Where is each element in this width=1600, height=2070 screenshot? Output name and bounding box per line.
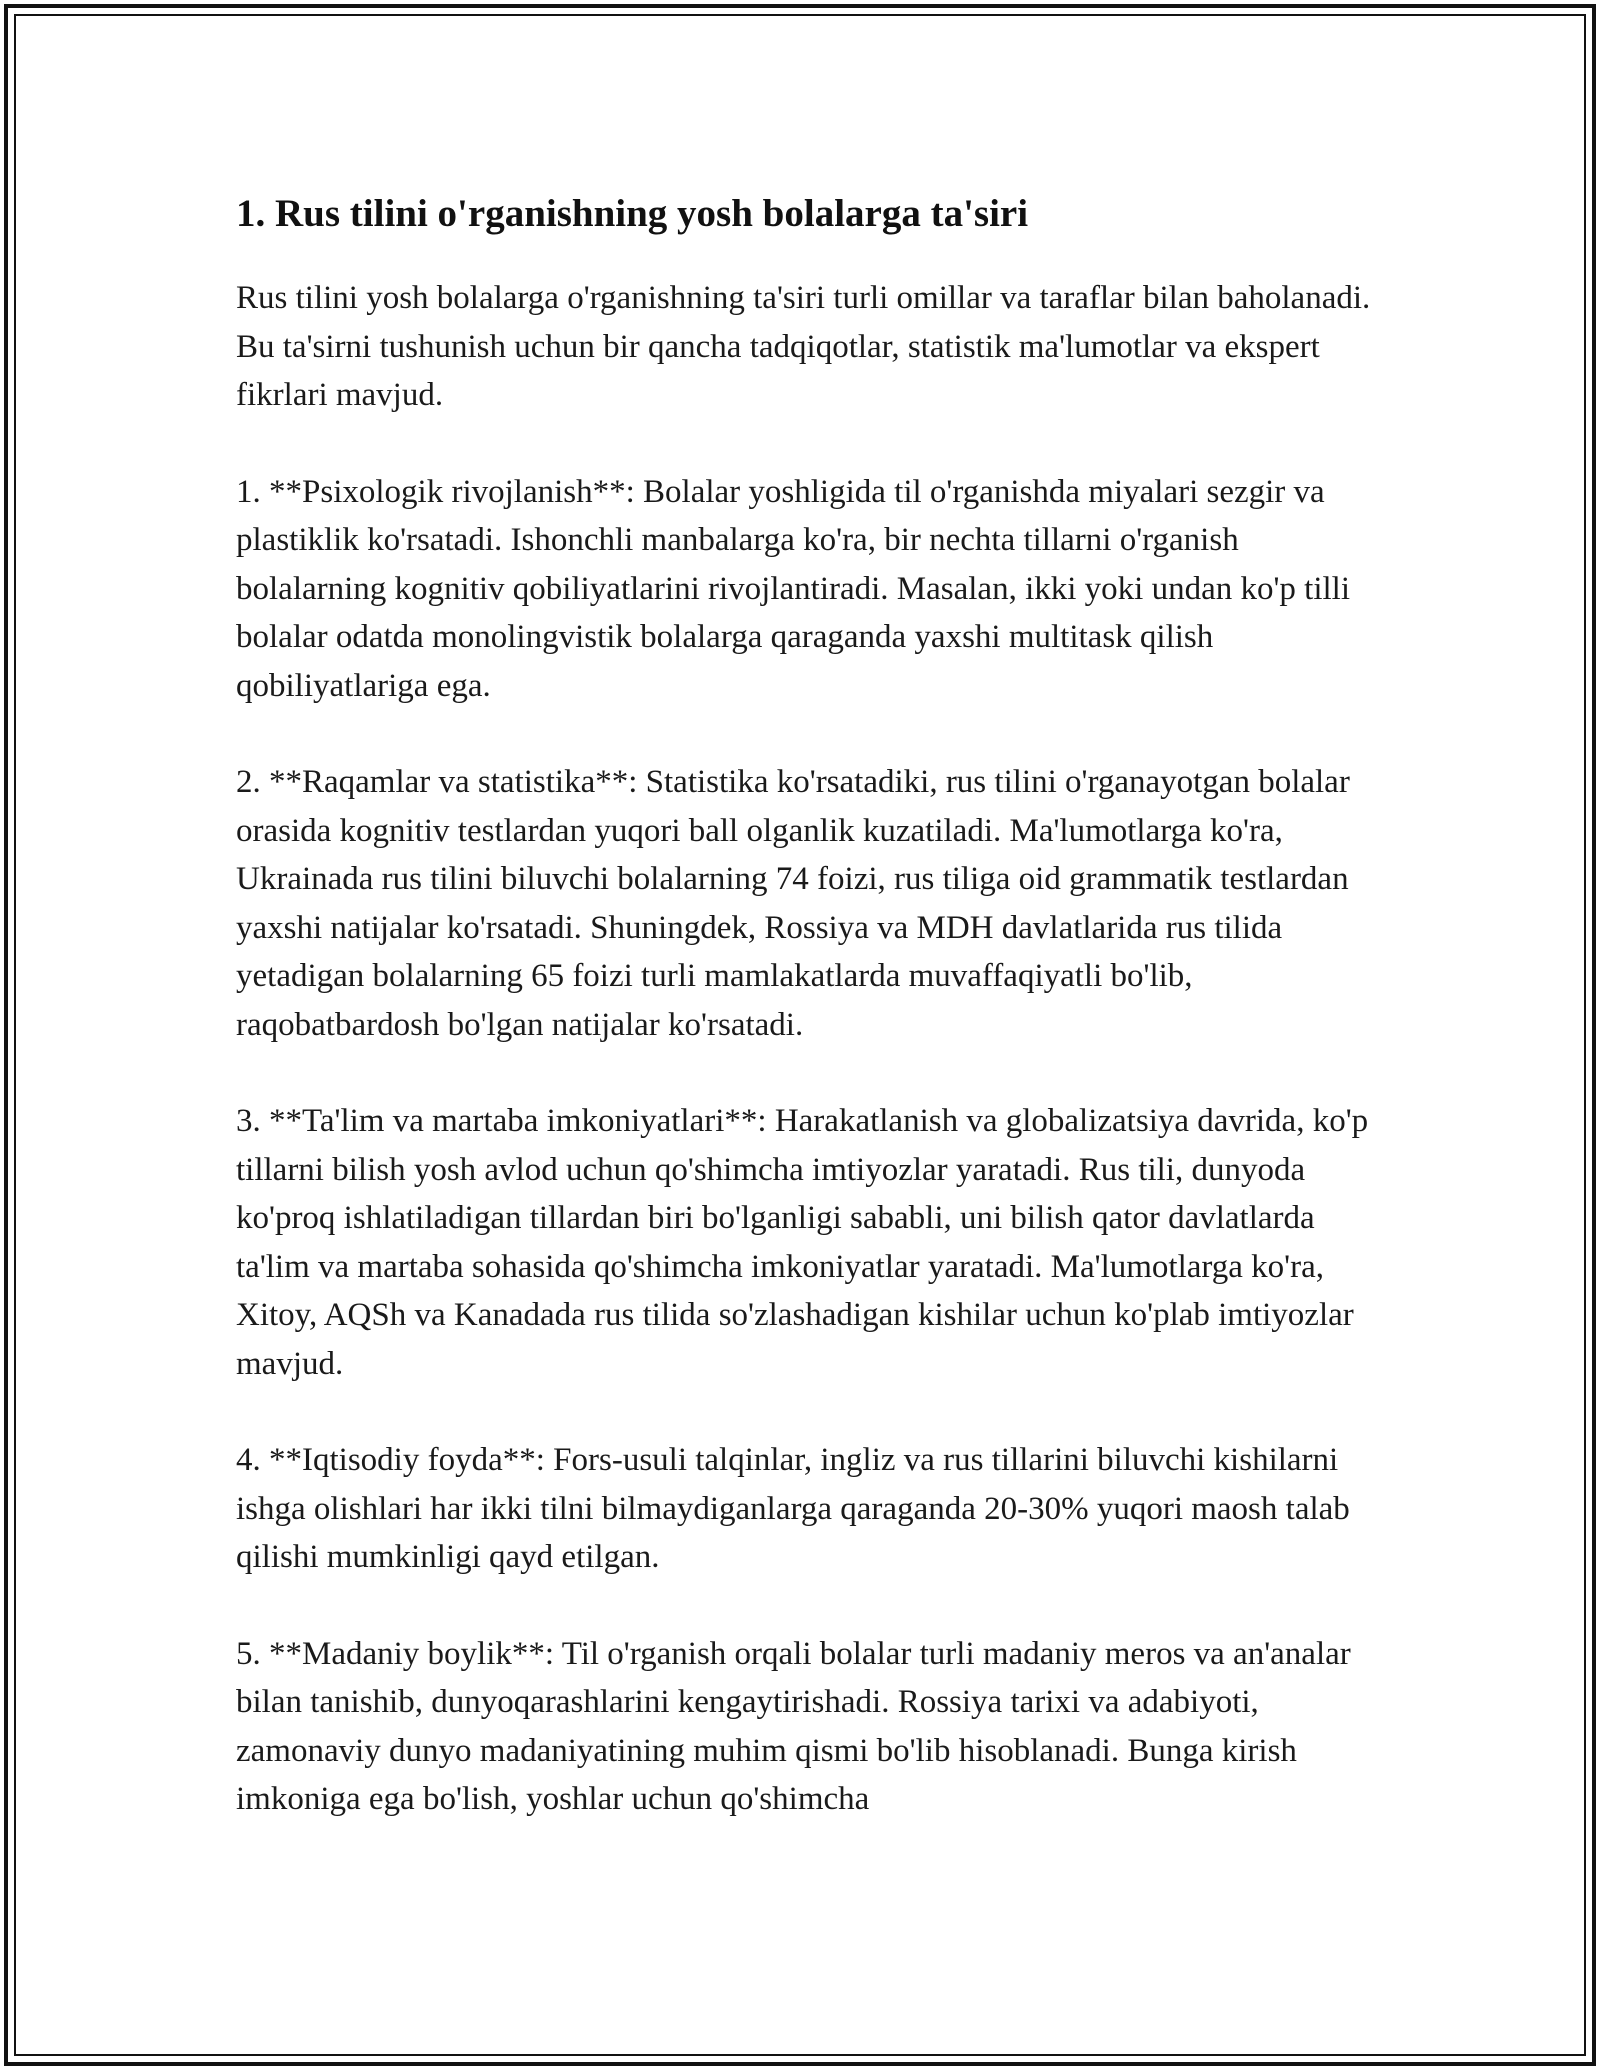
document-body [236, 188, 1376, 1872]
paragraph-iqtisodiy-foyda: 4. **Iqtisodiy foyda**: Fors-usuli talqinlar, ingliz va rus tillarini biluvchi kishilarni ishga olishlari har ikki tilni bilmaydiganlarga qaraganda 20-30% yuqori maosh talab qilishi mumkinligi qayd etilgan. [236, 1442, 1350, 1575]
document-title: 1. Rus tilini o'rganishning yosh bolalarga ta'siri [236, 192, 1029, 235]
paragraph-raqamlar-va-statistika: 2. **Raqamlar va statistika**: Statistika ko'rsatadiki, rus tilini o'rganayotgan bolalar orasida kognitiv testlardan yuqori ball olganlik kuzatiladi. Ma'lumotlarga ko'ra, Ukrainada rus tilini biluvchi bolalarning 74 foizi, rus tiliga oid grammatik testlardan yaxshi natijalar ko'rsatadi. Shuningdek, Rossiya va MDH davlatlarida rus tilida yetadigan bolalarning 65 foizi turli mamlakatlarda muvaffaqiyatli bo'lib, raqobatbardosh bo'lgan natijalar ko'rsatadi. [236, 764, 1350, 1043]
intro-paragraph: Rus tilini yosh bolalarga o'rganishning ta'siri turli omillar va taraflar bilan baholanadi. Bu ta'sirni tushunish uchun bir qancha tadqiqotlar, statistik ma'lumotlar va ekspert fikrlari mavjud. [236, 280, 1371, 413]
paragraph-talim-va-martaba: 3. **Ta'lim va martaba imkoniyatlari**: Harakatlanish va globalizatsiya davrida, ko'p tillarni bilish yosh avlod uchun qo'shimcha imtiyozlar yaratadi. Rus tili, dunyoda ko'proq ishlatiladigan tillardan biri bo'lganligi sababli, uni bilish qator davlatlarda ta'lim va martaba sohasida qo'shimcha imkoniyatlar yaratadi. Ma'lumotlarga ko'ra, Xitoy, AQSh va Kanadada rus tilida so'zlashadigan kishilar uchun ko'plab imtiyozlar mavjud. [236, 1103, 1369, 1382]
paragraph-madaniy-boylik: 5. **Madaniy boylik**: Til o'rganish orqali bolalar turli madaniy meros va an'analar bilan tanishib, dunyoqarashlarini kengaytirishadi. Rossiya tarixi va adabiyoti, zamonaviy dunyo madaniyatining muhim qismi bo'lib hisoblanadi. Bunga kirish imkoniga ega bo'lish, yoshlar uchun qo'shimcha [236, 1635, 1351, 1817]
paragraph-psixologik-rivojlanish: 1. **Psixologik rivojlanish**: Bolalar yoshligida til o'rganishda miyalari sezgir va plastiklik ko'rsatadi. Ishonchli manbalarga ko'ra, bir nechta tillarni o'rganish bolalarning kognitiv qobiliyatlarini rivojlantiradi. Masalan, ikki yoki undan ko'p tilli bolalar odatda monolingvistik bolalarga qaraganda yaxshi multitask qilish qobiliyatlariga ega. [236, 473, 1351, 704]
